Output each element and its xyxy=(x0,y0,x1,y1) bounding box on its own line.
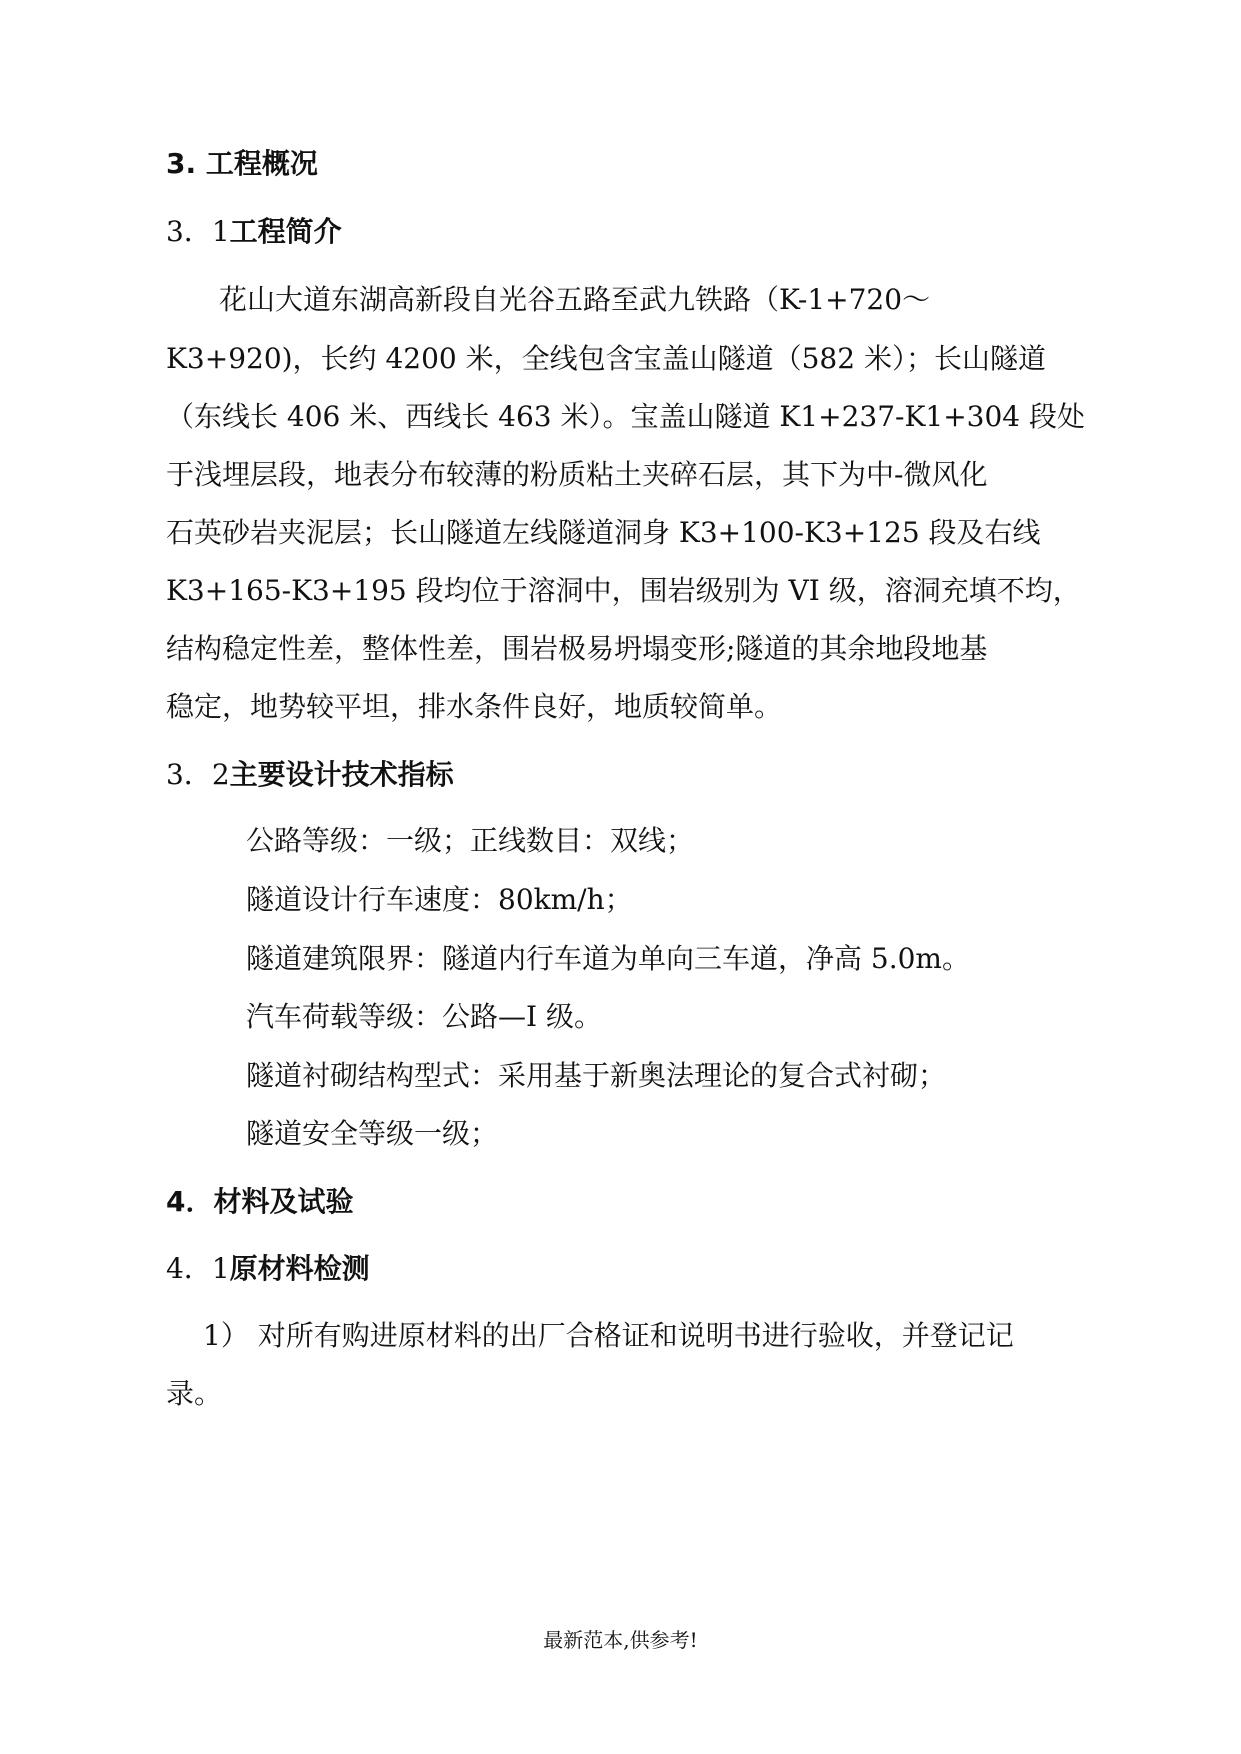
section-3-2-heading xyxy=(166,756,454,794)
section-4-heading: 4．材料及试验 xyxy=(166,1185,354,1218)
section-3-1-title: 工程简介 xyxy=(229,215,342,248)
spec-item: 公路等级：一级；正线数目：双线； xyxy=(246,824,695,857)
section-3-2-title: 主要设计技术指标 xyxy=(229,758,454,791)
page-footer: 最新范本,供参考! xyxy=(543,1628,698,1652)
paragraph-line: 于浅埋层段，地表分布较薄的粉质粘土夹碎石层，其下为中-微风化 xyxy=(166,458,988,491)
paragraph-line: （东线长 406 米、西线长 463 米）。宝盖山隧道 K1+237-K1+304 段处 xyxy=(166,400,1086,433)
spec-item: 隧道设计行车速度：80km/h； xyxy=(246,883,633,916)
spec-item: 汽车荷载等级：公路—I 级。 xyxy=(246,1000,602,1033)
section-4-1-title: 原材料检测 xyxy=(229,1252,370,1285)
section-3-1-number: 3．1 xyxy=(166,215,230,248)
spec-item: 隧道衬砌结构型式：采用基于新奥法理论的复合式衬砌； xyxy=(246,1059,947,1092)
paragraph-line: 稳定，地势较平坦，排水条件良好，地质较简单。 xyxy=(166,690,783,723)
section-4-1-number: 4．1 xyxy=(166,1252,230,1285)
paragraph-line: 录。 xyxy=(166,1377,223,1410)
section-3-1-heading xyxy=(166,213,342,251)
spec-item: 隧道安全等级一级； xyxy=(246,1117,499,1150)
section-3-heading: 3. 工程概况 xyxy=(166,147,318,180)
section-3-2-number: 3．2 xyxy=(166,758,230,791)
spec-item: 隧道建筑限界：隧道内行车道为单向三车道，净高 5.0m。 xyxy=(246,942,970,975)
section-4-1-heading xyxy=(166,1250,370,1288)
paragraph-line: 1） 对所有购进原材料的出厂合格证和说明书进行验收，并登记记 xyxy=(203,1319,1014,1352)
paragraph-line: 花山大道东湖高新段自光谷五路至武九铁路（K-1+720～ xyxy=(219,283,931,316)
paragraph-line: K3+920)，长约 4200 米，全线包含宝盖山隧道（582 米）；长山隧道 xyxy=(166,342,1046,375)
paragraph-line: K3+165-K3+195 段均位于溶洞中，围岩级别为 VI 级，溶洞充填不均， xyxy=(166,574,1081,607)
paragraph-line: 结构稳定性差，整体性差，围岩极易坍塌变形;隧道的其余地段地基 xyxy=(166,632,988,665)
paragraph-line: 石英砂岩夹泥层；长山隧道左线隧道洞身 K3+100-K3+125 段及右线 xyxy=(166,516,1041,549)
